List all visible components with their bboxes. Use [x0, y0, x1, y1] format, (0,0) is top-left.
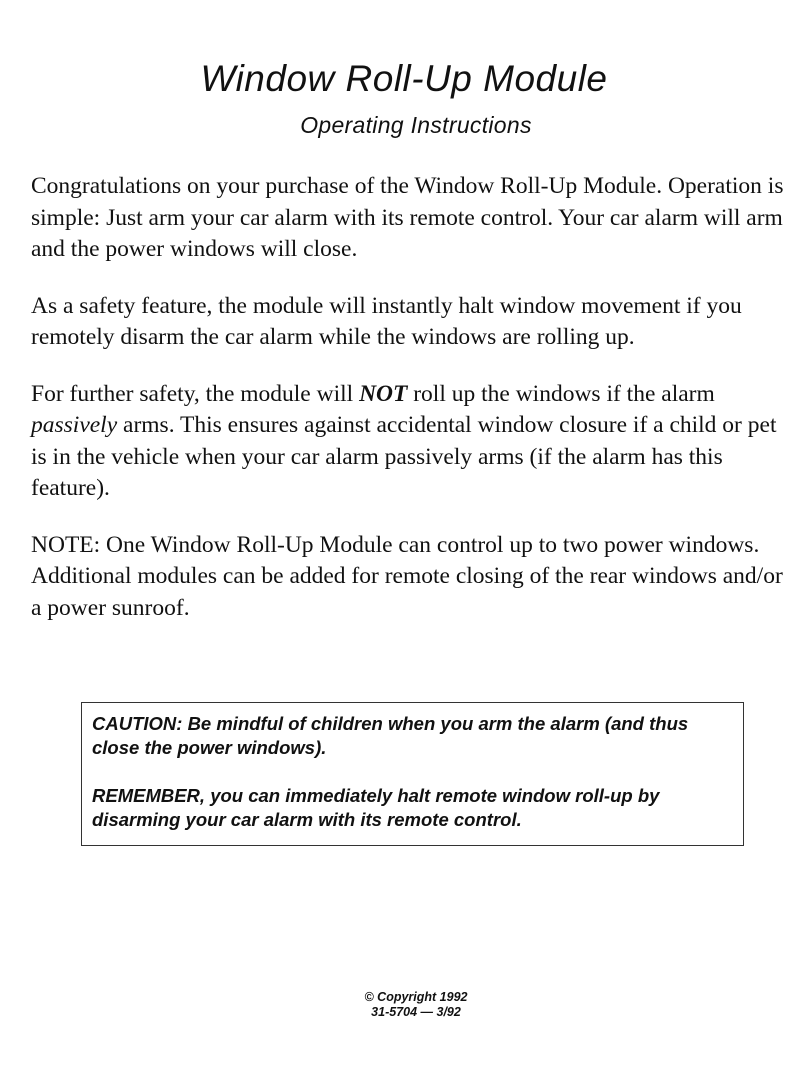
- caution-box: [81, 702, 744, 846]
- passive-arm-text-1: For further safety, the module will: [31, 380, 360, 407]
- document-number: 31-5704 — 3/92: [371, 1005, 461, 1019]
- instructions-body: [31, 171, 791, 649]
- safety-halt-paragraph: As a safety feature, the module will instantly halt window movement if you remotely disarm the car alarm while the windows are rolling up.: [31, 292, 742, 350]
- passive-arm-text-2: roll up the windows if the alarm: [407, 380, 715, 407]
- passively-emphasis: passively: [31, 412, 118, 438]
- passive-arm-text-3: arms. This ensures against accidental window closure if a child or pet is in the vehicle when your car alarm passively arms (if the alarm has this feature).: [31, 412, 777, 501]
- footer: [0, 990, 808, 1020]
- document-title: Window Roll-Up Module: [200, 58, 608, 99]
- copyright-text: © Copyright 1992: [364, 990, 468, 1004]
- document-subtitle: Operating Instructions: [300, 112, 532, 138]
- note-paragraph: NOTE: One Window Roll-Up Module can control up to two power windows. Additional modules can be added for remote closing of the rear windows and/or a power sunroof.: [31, 531, 783, 621]
- caution-text: CAUTION: Be mindful of children when you arm the alarm (and thus close the power windows).: [92, 713, 689, 758]
- remember-text: REMEMBER, you can immediately halt remote window roll-up by disarming your car alarm with its remote control.: [92, 785, 660, 830]
- intro-paragraph: Congratulations on your purchase of the Window Roll-Up Module. Operation is simple: Just arm your car alarm with its remote control. Your car alarm will arm and the power windows will close.: [31, 173, 784, 262]
- not-emphasis: NOT: [359, 380, 408, 407]
- passive-arm-paragraph: [31, 379, 791, 505]
